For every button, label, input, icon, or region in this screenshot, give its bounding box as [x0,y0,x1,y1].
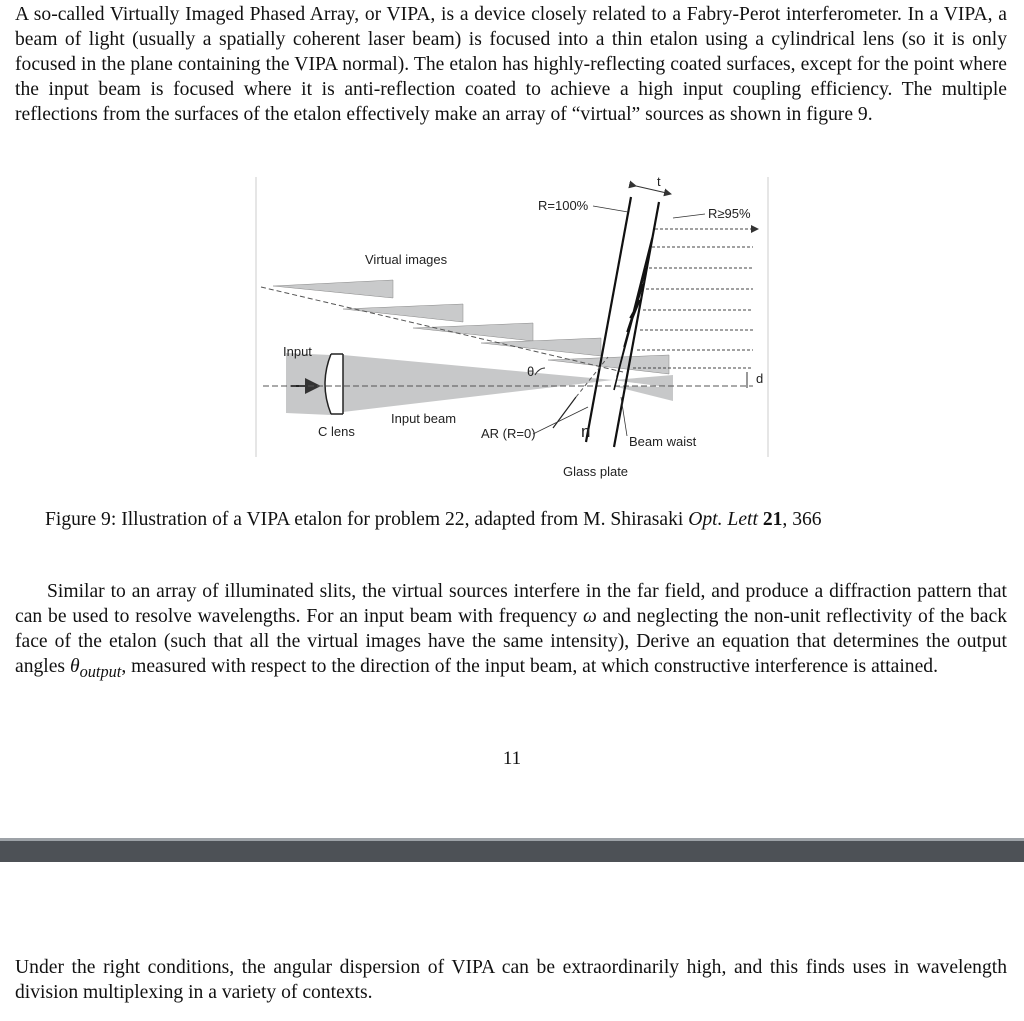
question-part2: and neglecting the non-unit reflectivity of the back face of the etalon (such that all the virtual images have the same intensity), Derive an equation that determines the output angles [15,606,1007,677]
theta-subscript: output [79,661,122,681]
page-number: 11 [502,748,522,769]
label-ar: AR (R=0) [481,426,536,441]
theta-symbol: θ [69,656,80,677]
label-theta: θ [527,364,535,379]
omega-symbol: ω [582,606,597,627]
label-thickness: t [657,174,661,189]
question-part3: , measured with respect to the direction of the input beam, at which constructive interference is attained. [121,656,938,677]
c-lens-icon [325,354,343,414]
label-n: n [581,422,591,441]
label-beam-waist: Beam waist [629,434,697,449]
caption-prefix: Figure 9: Illustration of a VIPA etalon for problem 22, adapted from M. Shirasaki [45,509,689,530]
caption-volume: 21 [762,509,783,530]
intro-paragraph: A so-called Virtually Imaged Phased Array, or VIPA, is a device closely related to a Fabry-Perot interferometer. In a VIPA, a beam of light (usually a spatially coherent laser beam) is focused into a thin etalon using a cylindrical lens (so it is only focused in the plane containing the VIPA normal). The etalon has highly-reflecting coated surfaces, except for the point where the input beam is focused where it is anti-reflection coated to achieve a high input coupling efficiency. The multiple reflections from the surfaces of the etalon effectively make an array of “virtual” sources as shown in figure 9. [15,4,1007,125]
label-input-beam: Input beam [391,411,457,426]
question-paragraph [15,579,1007,684]
vipa-figure [253,172,773,490]
label-virtual-images: Virtual images [365,252,448,267]
caption-journal: Opt. Lett [688,509,758,530]
virtual-image-wedges [273,280,669,374]
label-r100: R=100% [538,198,589,213]
closing-paragraph: Under the right conditions, the angular dispersion of VIPA can be extraordinarily high, and this finds uses in wavelength division multiplexing in a variety of contexts. [15,957,1007,1003]
question-part1: Similar to an array of illuminated slits, the virtual sources interfere in the far field, and produce a diffraction pattern that can be used to resolve wavelengths. For an input beam with frequency [15,581,1007,627]
caption-page: , 366 [782,509,822,530]
label-glass-plate: Glass plate [563,464,629,479]
glass-plate [586,197,659,447]
page-separator-highlight [0,838,1024,841]
label-c-lens: C lens [318,424,355,439]
output-rays [633,229,758,368]
label-r95: R≥95% [708,206,751,221]
figure-caption [45,507,1005,532]
page-separator [0,838,1024,862]
label-input: Input [283,344,312,359]
label-d: d [756,371,764,386]
